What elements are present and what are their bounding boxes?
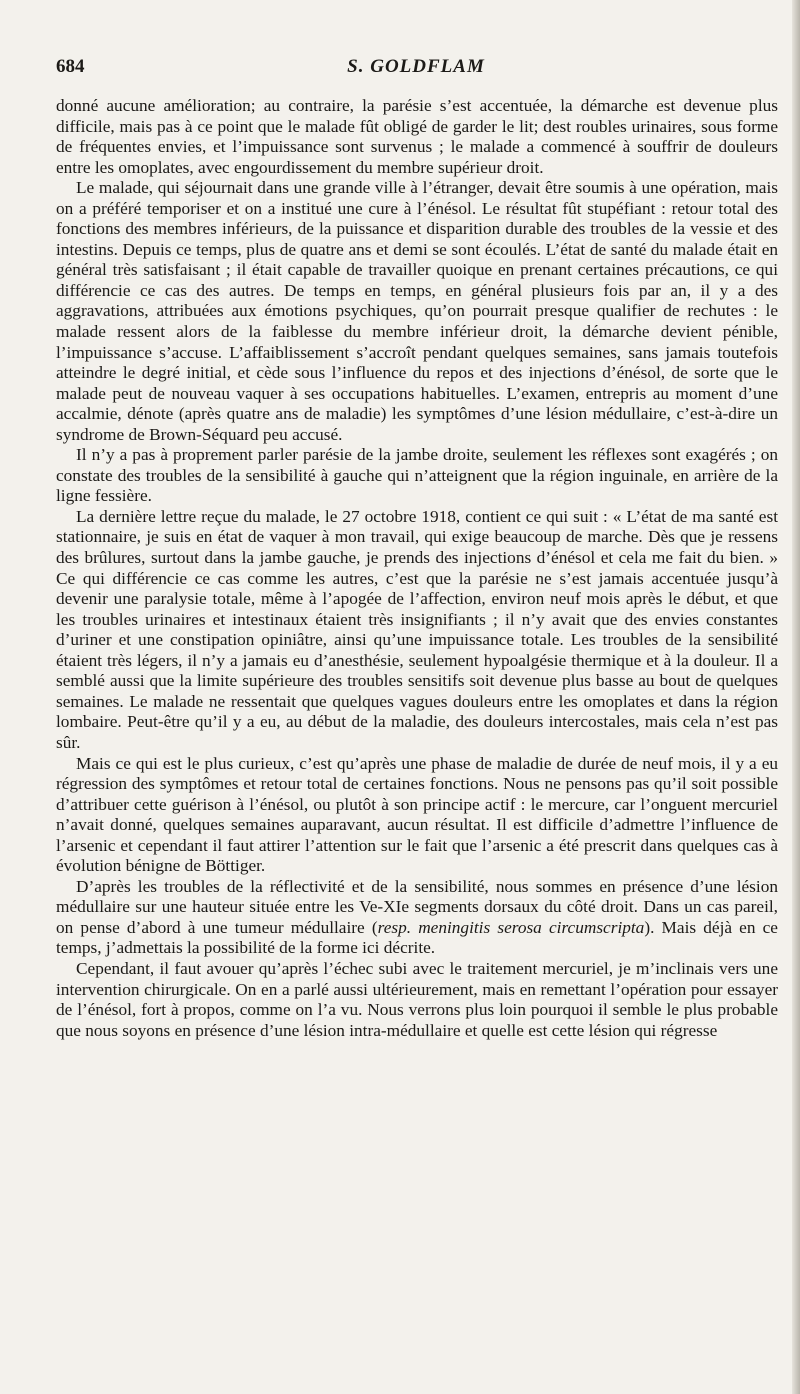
body-text [56,96,778,1041]
paragraph: D’après les troubles de la réflectivité et de la sensibilité, nous sommes en présence d’une lésion médullaire sur une hauteur située entre les Ve-XIe segments dorsaux du côté droit. Dans un cas pareil, on pense d’abord à une tumeur médullaire (resp. meningitis serosa circumscripta). Mais déjà en ce temps, j’admettais la possibilité de la forme ici décrite. [56,876,778,958]
page-number: 684 [56,56,85,77]
page-header [56,56,776,88]
page-edge-shadow [792,0,800,1394]
running-head-author: S. GOLDFLAM [347,56,485,77]
paragraph: La dernière lettre reçue du malade, le 27 octobre 1918, contient ce qui suit : « L’état de ma santé est stationnaire, je suis en état de vaquer à mon travail, qui exige beaucoup de marche. Dès que je ressens des brûlures, surtout dans la jambe gauche, je prends des injections d’énésol et cela me fait du bien. » Ce qui différencie ce cas comme les autres, c’est que la parésie ne s’est jamais accentuée jusqu’à devenir une paralysie totale, même à l’apogée de l’affection, environ neuf mois après le début, et que les troubles urinaires et intestinaux étaient très insignifiants ; il n’y avait que des envies constantes d’uriner et une constipation opiniâtre, ainsi qu’une impuissance totale. Les troubles de la sensibilité étaient très légers, il n’y a jamais eu d’anesthésie, seulement hypoalgésie thermique et à la douleur. Il a semblé aussi que la limite supérieure des troubles sensitifs soit devenue plus basse au bout de quelques semaines. Le malade ne ressentait que quelques vagues douleurs entre les omoplates et dans la région lombaire. Peut-être qu’il y a eu, au début de la maladie, des douleurs intercostales, mais cela n’est pas sûr. [56,506,778,752]
paragraph: Mais ce qui est le plus curieux, c’est qu’après une phase de maladie de durée de neuf mois, il y a eu régression des symptômes et retour total de certaines fonctions. Nous ne pensons pas qu’il soit possible d’attribuer cette guérison à l’énésol, ou plutôt à son principe actif : le mercure, car l’onguent mercuriel n’avait donné, quelques semaines auparavant, aucun résultat. Il est difficile d’admettre l’influence de l’arsenic et cependant il faut attirer l’attention sur le fait que l’arsenic a été prescrit dans quelques cas à évolution bénigne de Böttiger. [56,753,778,876]
italic-citation: resp. meningitis serosa circumscripta [377,917,645,937]
paragraph: Il n’y a pas à proprement parler parésie de la jambe droite, seulement les réflexes sont exagérés ; on constate des troubles de la sensibilité à gauche qui n’atteignent que la région inguinale, en arrière de la ligne fessière. [56,445,778,506]
paragraph: donné aucune amélioration; au contraire, la parésie s’est accentuée, la démarche est devenue plus difficile, mais pas à ce point que le malade fût obligé de garder le lit; dest roubles urinaires, sous forme de fréquentes envies, et l’impuissance sont survenus ; le malade a commencé à souffrir de douleurs entre les omoplates, avec engourdissement du membre supérieur droit. [56,96,778,177]
paragraph: Cependant, il faut avouer qu’après l’échec subi avec le traitement mercuriel, je m’inclinais vers une intervention chirurgicale. On en a parlé aussi ultérieurement, mais en remettant l’opération pour essayer de l’énésol, fort à propos, comme on l’a vu. Nous verrons plus loin pourquoi il semble le plus probable que nous soyons en présence d’une lésion intra-médullaire et quelle est cette lésion qui régresse [56,958,778,1040]
paragraph: Le malade, qui séjournait dans une grande ville à l’étranger, devait être soumis à une opération, mais on a préféré temporiser et on a institué une cure à l’énésol. Le résultat fût stupéfiant : retour total des fonctions des membres inférieurs, de la puissance et disparition durable des troubles de la vessie et des intestins. Depuis ce temps, plus de quatre ans et demi se sont écoulés. L’état de santé du malade était en général très satisfaisant ; il était capable de travailler quoique en prenant certaines précautions, ce qui différencie ce cas des autres. De temps en temps, en général plusieurs fois par an, il y a des aggravations, attribuées aux émotions psychiques, qu’on pourrait presque qualifier de rechutes : le malade ressent alors de la faiblesse du membre inférieur droit, la démarche devient pénible, l’impuissance s’accuse. L’affaiblissement s’accroît pendant quelques semaines, sans jamais toutefois atteindre le degré initial, et cède sous l’influence du repos et des injections d’énésol, de sorte que le malade peut de nouveau vaquer à ses occupations habituelles. L’examen, entrepris au moment d’une accalmie, dénote (après quatre ans de maladie) les symptômes d’une lésion médullaire, c’est-à-dire un syndrome de Brown-Séquard peu accusé. [56,178,778,444]
